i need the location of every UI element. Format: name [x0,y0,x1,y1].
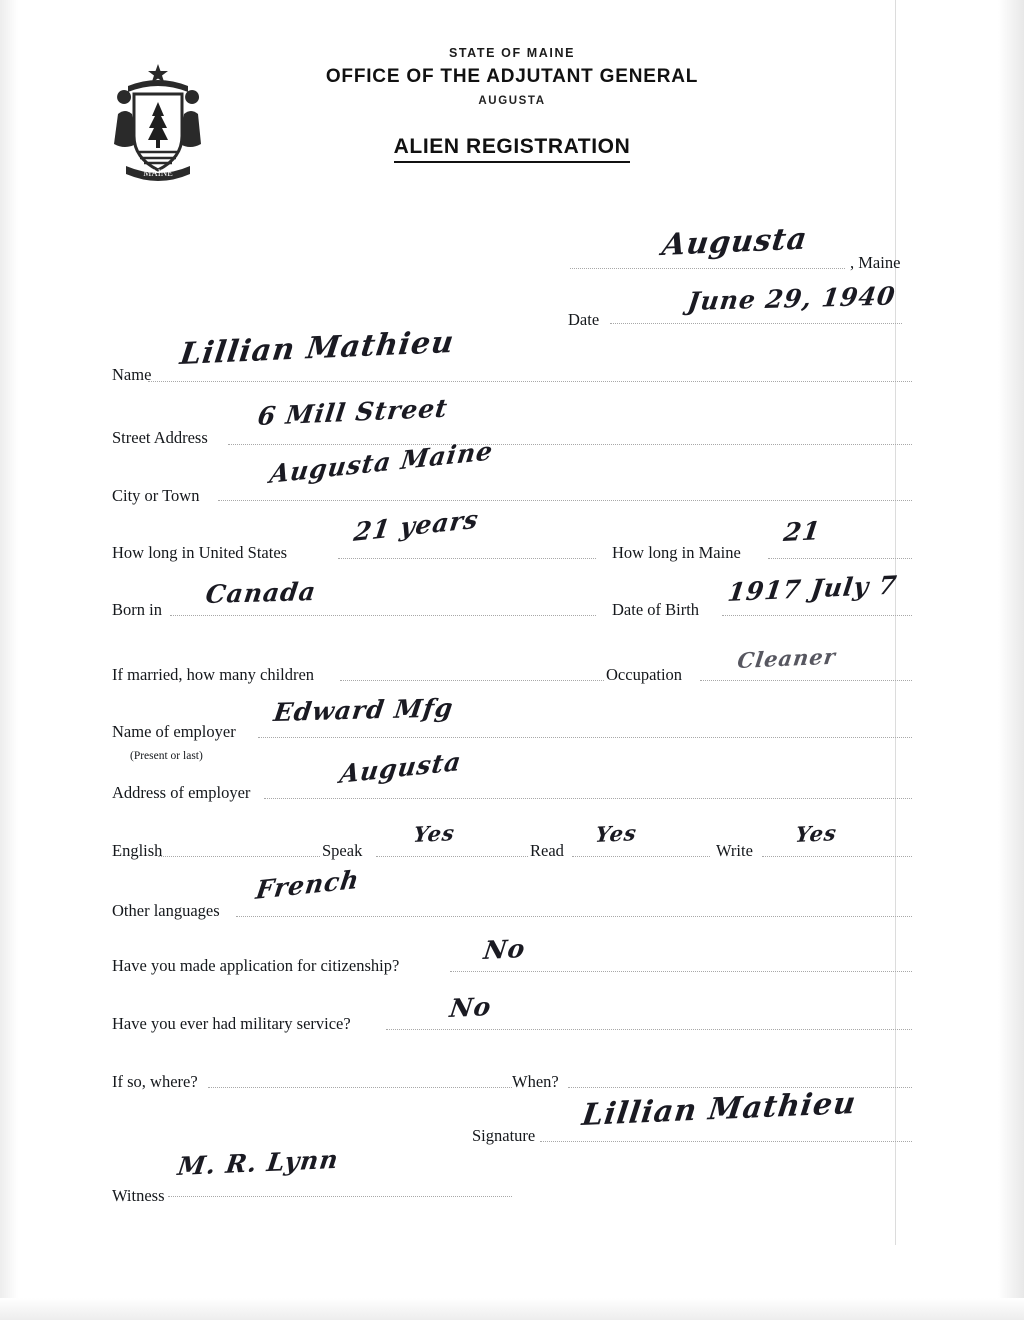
english-label: English [112,841,163,860]
signature-label: Signature [472,1126,536,1145]
employer-address-rule [264,798,912,799]
if-so-where-label: If so, where? [112,1072,198,1091]
date-of-birth-rule [722,615,912,616]
header-state: STATE OF MAINE [448,46,576,60]
street-address-label: Street Address [112,428,208,447]
street-address-value[interactable]: 6 Mill Street [256,393,450,431]
employer-name-label: Name of employer [112,722,236,741]
occupation-label: Occupation [606,665,683,684]
read-rule [572,856,710,857]
military-service-rule [386,1029,912,1030]
city-or-town-label: City or Town [112,486,200,505]
header-city: AUGUSTA [478,95,546,107]
svg-text:MAINE: MAINE [143,168,173,178]
city-or-town-rule [218,500,912,501]
speak-value[interactable]: Yes [412,820,457,847]
name-rule [148,381,912,382]
other-languages-value[interactable]: French [254,864,362,905]
other-languages-label: Other languages [112,901,220,920]
witness-label: Witness [112,1186,165,1205]
how-long-maine-value[interactable]: 21 [782,516,823,547]
date-rule [610,323,902,324]
name-value[interactable]: Lillian Mathieu [178,324,457,372]
employer-address-value[interactable]: Augusta [338,746,464,789]
place-rule [570,268,845,269]
children-rule [340,680,604,681]
city-or-town-value[interactable]: Augusta Maine [268,435,496,489]
citizenship-rule [450,971,912,972]
born-in-value[interactable]: Canada [204,577,318,609]
header-office: OFFICE OF THE ADJUTANT GENERAL [325,66,699,87]
english-rule [158,856,320,857]
when-rule [568,1087,912,1088]
how-long-us-rule [338,558,596,559]
place-suffix-label: , Maine [850,253,901,272]
page-title: ALIEN REGISTRATION [394,135,631,163]
witness-value[interactable]: M. R. Lynn [176,1144,341,1181]
how-long-us-value[interactable]: 21 years [352,504,481,547]
read-value[interactable]: Yes [594,820,639,847]
born-in-rule [170,615,596,616]
signature-rule [540,1141,912,1142]
occupation-value[interactable]: Cleaner [736,643,838,673]
speak-rule [376,856,528,857]
when-label: When? [512,1072,559,1091]
write-value[interactable]: Yes [794,820,839,847]
employer-address-label: Address of employer [112,783,251,802]
how-long-maine-rule [768,558,912,559]
if-so-where-rule [208,1087,512,1088]
place-value[interactable]: Augusta [660,221,810,263]
date-label: Date [568,310,600,329]
military-service-label: Have you ever had military service? [112,1014,351,1033]
name-label: Name [112,365,152,384]
children-label: If married, how many children [112,665,315,684]
read-label: Read [530,841,564,860]
citizenship-label: Have you made application for citizenship? [112,956,400,975]
employer-name-value[interactable]: Edward Mfg [272,693,456,727]
speak-label: Speak [322,841,363,860]
employer-name-rule [258,737,912,738]
born-in-label: Born in [112,600,162,619]
write-rule [762,856,912,857]
employer-present-or-last-note: (Present or last) [130,750,203,762]
write-label: Write [716,841,753,860]
other-languages-rule [236,916,912,917]
date-of-birth-label: Date of Birth [612,600,700,619]
street-address-rule [228,444,912,445]
occupation-rule [700,680,912,681]
date-of-birth-value[interactable]: 1917 July 7 [726,570,900,607]
how-long-maine-label: How long in Maine [612,543,741,562]
military-service-value[interactable]: No [448,991,494,1023]
citizenship-value[interactable]: No [482,933,528,965]
witness-rule [168,1196,512,1197]
how-long-us-label: How long in United States [112,543,288,562]
date-value[interactable]: June 29, 1940 [686,281,898,316]
signature-value[interactable]: Lillian Mathieu [580,1085,859,1133]
